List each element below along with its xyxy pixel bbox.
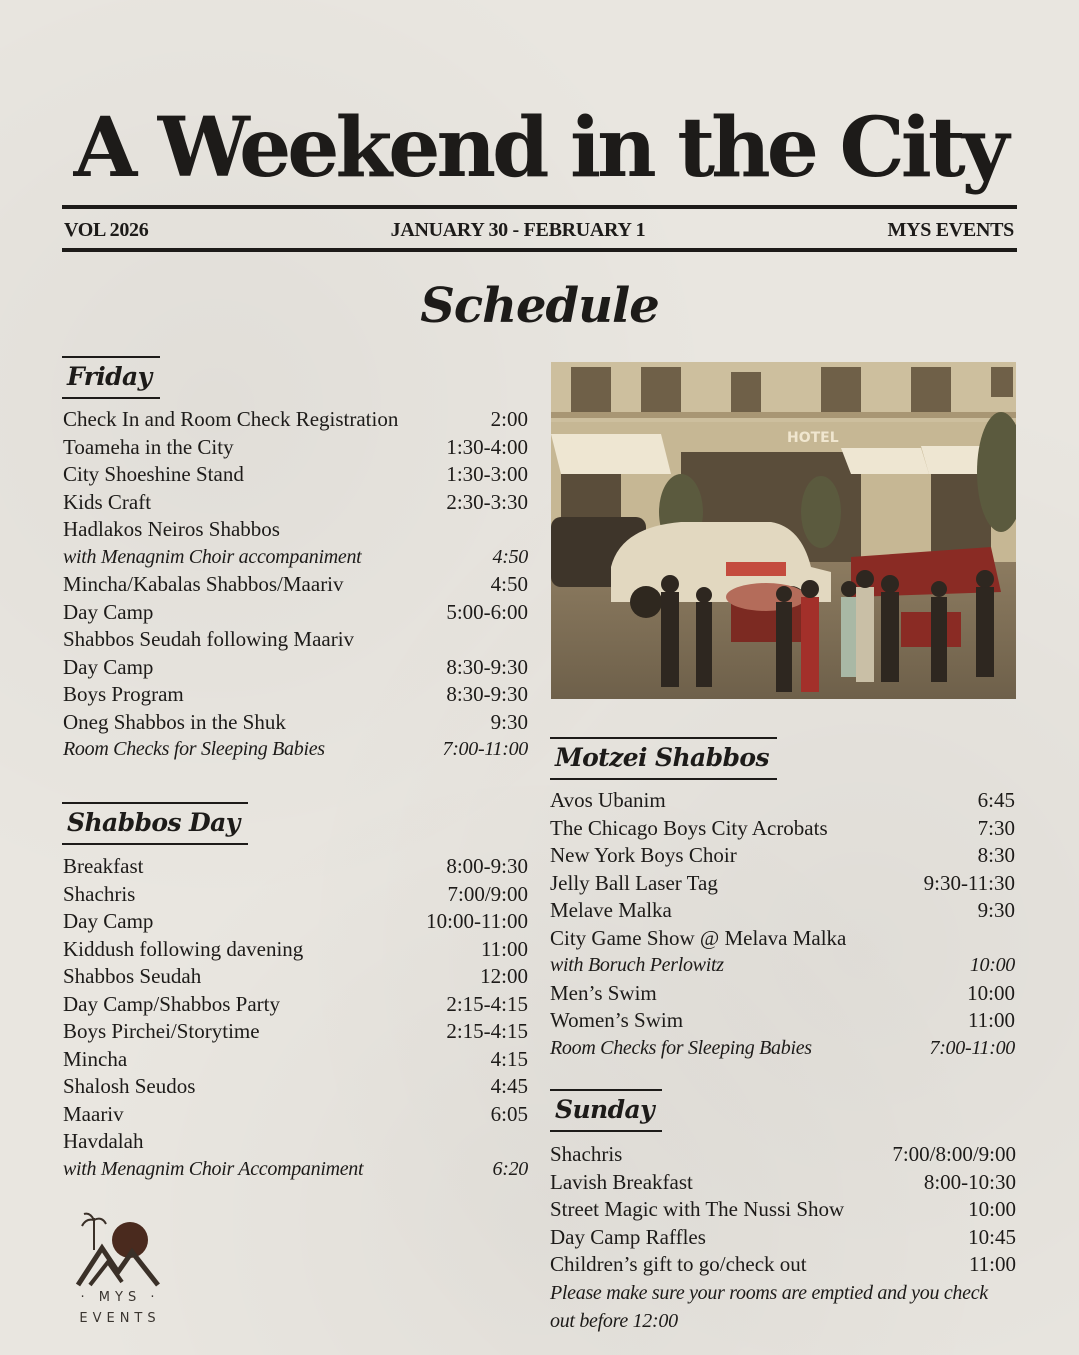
schedule-row bbox=[550, 1251, 1016, 1279]
masthead-rule-bottom bbox=[62, 248, 1017, 252]
event-time: 11:00 bbox=[968, 1252, 1016, 1276]
schedule-row bbox=[550, 870, 1015, 898]
event-label: Kiddush following davening bbox=[63, 936, 304, 961]
event-time: 1:30-3:00 bbox=[446, 462, 528, 486]
event-time: 4:15 bbox=[490, 1046, 528, 1071]
event-time: 7:00/9:00 bbox=[447, 881, 528, 906]
sunday-schedule bbox=[550, 1141, 1016, 1279]
logo-text-mys: · MYS · bbox=[80, 1290, 160, 1305]
event-label: City Game Show @ Melava Malka bbox=[550, 925, 847, 950]
event-time: 5:00-6:00 bbox=[446, 599, 528, 624]
schedule-row bbox=[550, 842, 1015, 870]
event-label: Boys Pirchei/Storytime bbox=[63, 1019, 260, 1043]
event-label: Mincha bbox=[63, 1046, 128, 1071]
schedule-row bbox=[63, 881, 528, 909]
event-time: 2:00 bbox=[490, 407, 528, 431]
event-time: 9:30 bbox=[490, 709, 528, 734]
event-time: 11:00 bbox=[480, 936, 528, 961]
friday-schedule bbox=[63, 406, 528, 764]
event-label: Avos Ubanim bbox=[550, 788, 666, 812]
event-label: Toameha in the City bbox=[63, 434, 234, 459]
event-label: Day Camp bbox=[63, 654, 154, 679]
event-time: 10:00 bbox=[968, 1197, 1016, 1221]
schedule-row bbox=[550, 897, 1015, 925]
event-label: Day Camp/Shabbos Party bbox=[63, 991, 280, 1016]
event-time: 8:00-10:30 bbox=[923, 1169, 1016, 1194]
event-label: with Menagnim Choir Accompaniment bbox=[63, 1157, 364, 1180]
event-label: Oneg Shabbos in the Shuk bbox=[63, 709, 286, 734]
event-time: 4:50 bbox=[490, 572, 528, 596]
schedule-row bbox=[63, 1018, 528, 1046]
event-label: Melave Malka bbox=[550, 898, 672, 922]
schedule-row bbox=[550, 980, 1015, 1008]
event-label: Children’s gift to go/check out bbox=[550, 1252, 807, 1276]
event-time: 10:00 bbox=[969, 954, 1015, 976]
schedule-row bbox=[550, 952, 1015, 980]
masthead-rule-top bbox=[62, 205, 1017, 209]
organizer-label: MYS EVENTS bbox=[887, 218, 1014, 241]
schedule-row bbox=[63, 1101, 528, 1129]
event-label: Street Magic with The Nussi Show bbox=[550, 1197, 845, 1221]
motzei-shabbos-heading: Motzei Shabbos bbox=[550, 737, 777, 780]
event-label: Boys Program bbox=[63, 682, 184, 706]
event-label: Lavish Breakfast bbox=[550, 1169, 693, 1194]
event-label: Hadlakos Neiros Shabbos bbox=[63, 517, 280, 541]
event-time: 7:00-11:00 bbox=[929, 1036, 1015, 1059]
event-label: Room Checks for Sleeping Babies bbox=[550, 1036, 812, 1059]
event-label: Shachris bbox=[550, 1142, 623, 1166]
shabbos-day-heading: Shabbos Day bbox=[62, 802, 248, 845]
schedule-row bbox=[63, 853, 528, 881]
hotel-street-photo bbox=[551, 362, 1016, 699]
event-label: Day Camp Raffles bbox=[550, 1224, 706, 1249]
schedule-row bbox=[63, 626, 528, 654]
event-label: New York Boys Choir bbox=[550, 843, 737, 867]
event-label: Women’s Swim bbox=[550, 1008, 684, 1032]
schedule-row bbox=[550, 815, 1015, 843]
schedule-row bbox=[550, 1141, 1016, 1169]
sunday-heading: Sunday bbox=[550, 1089, 662, 1132]
event-label: Shabbos Seudah following Maariv bbox=[63, 627, 355, 651]
event-label: Breakfast bbox=[63, 854, 144, 878]
event-time: 4:50 bbox=[492, 545, 528, 568]
schedule-row bbox=[550, 925, 1015, 953]
event-time: 7:00-11:00 bbox=[442, 738, 528, 760]
event-time: 9:30 bbox=[977, 898, 1015, 922]
schedule-row bbox=[63, 434, 528, 462]
event-time: 2:30-3:30 bbox=[446, 489, 528, 514]
logo-text-events: EVENTS bbox=[79, 1311, 161, 1326]
schedule-row bbox=[63, 681, 528, 709]
event-label: The Chicago Boys City Acrobats bbox=[550, 815, 828, 840]
event-label: Havdalah bbox=[63, 1129, 144, 1153]
schedule-row bbox=[63, 599, 528, 627]
event-time: 1:30-4:00 bbox=[446, 434, 528, 459]
schedule-row bbox=[550, 1196, 1016, 1224]
event-time: 7:00/8:00/9:00 bbox=[892, 1142, 1016, 1166]
schedule-row bbox=[63, 654, 528, 682]
event-label: Men’s Swim bbox=[550, 980, 657, 1005]
event-time: 10:45 bbox=[968, 1224, 1016, 1249]
friday-heading: Friday bbox=[62, 356, 160, 399]
schedule-row bbox=[63, 709, 528, 737]
volume-label: VOL 2026 bbox=[64, 218, 149, 241]
schedule-row bbox=[63, 1073, 528, 1101]
event-label: Shalosh Seudos bbox=[63, 1074, 196, 1098]
schedule-row bbox=[63, 461, 528, 489]
event-time: 11:00 bbox=[967, 1008, 1015, 1032]
schedule-row bbox=[63, 1156, 528, 1184]
shabbos-day-schedule bbox=[63, 853, 528, 1183]
schedule-row bbox=[63, 571, 528, 599]
event-label: City Shoeshine Stand bbox=[63, 462, 244, 486]
event-time: 6:45 bbox=[977, 788, 1015, 812]
event-label: Shachris bbox=[63, 881, 136, 906]
schedule-row bbox=[550, 1169, 1016, 1197]
motzei-shabbos-schedule bbox=[550, 787, 1015, 1062]
schedule-row bbox=[63, 516, 528, 544]
schedule-row bbox=[63, 736, 528, 764]
event-label: Check In and Room Check Registration bbox=[63, 407, 399, 431]
event-label: with Boruch Perlowitz bbox=[550, 954, 724, 976]
schedule-row bbox=[63, 963, 528, 991]
event-time: 4:45 bbox=[490, 1074, 528, 1098]
event-label: Day Camp bbox=[63, 599, 154, 624]
schedule-row bbox=[63, 936, 528, 964]
event-time: 10:00 bbox=[967, 980, 1015, 1005]
event-time: 8:00-9:30 bbox=[446, 854, 528, 878]
event-time: 2:15-4:15 bbox=[446, 991, 528, 1016]
schedule-row bbox=[63, 1128, 528, 1156]
schedule-row bbox=[63, 489, 528, 517]
event-time: 8:30 bbox=[977, 843, 1015, 867]
event-time: 6:05 bbox=[490, 1101, 528, 1126]
checkout-note: Please make sure your rooms are emptied and you check out before 12:00 bbox=[550, 1282, 988, 1332]
event-label: Room Checks for Sleeping Babies bbox=[63, 738, 325, 760]
schedule-row bbox=[63, 544, 528, 572]
event-label: Mincha/Kabalas Shabbos/Maariv bbox=[63, 572, 344, 596]
schedule-row bbox=[550, 1007, 1015, 1035]
event-time: 12:00 bbox=[480, 964, 528, 988]
event-time: 7:30 bbox=[977, 815, 1015, 840]
dates-label: JANUARY 30 - FEBRUARY 1 bbox=[390, 218, 646, 241]
schedule-row bbox=[550, 1035, 1015, 1063]
event-time: 2:15-4:15 bbox=[446, 1019, 528, 1043]
schedule-row bbox=[550, 787, 1015, 815]
hotel-street-illustration bbox=[551, 362, 1016, 699]
schedule-row bbox=[550, 1224, 1016, 1252]
event-label: Day Camp bbox=[63, 909, 154, 933]
hotel-sign-text: HOTEL bbox=[787, 430, 839, 446]
schedule-title: Schedule bbox=[420, 278, 659, 334]
schedule-row bbox=[63, 406, 528, 434]
schedule-row bbox=[63, 908, 528, 936]
masthead-meta-bar bbox=[64, 216, 1014, 244]
schedule-row bbox=[63, 991, 528, 1019]
event-time: 6:20 bbox=[492, 1157, 528, 1180]
schedule-row bbox=[63, 1046, 528, 1074]
event-label: Maariv bbox=[63, 1101, 124, 1126]
event-time: 9:30-11:30 bbox=[923, 870, 1015, 895]
event-label: Shabbos Seudah bbox=[63, 964, 202, 988]
event-time: 8:30-9:30 bbox=[446, 682, 528, 706]
masthead-title: A Weekend in the City bbox=[73, 100, 1006, 196]
event-time: 10:00-11:00 bbox=[426, 909, 528, 933]
event-label: Kids Craft bbox=[63, 489, 152, 514]
event-time: 8:30-9:30 bbox=[446, 654, 528, 679]
event-label: with Menagnim Choir accompaniment bbox=[63, 545, 362, 568]
event-label: Jelly Ball Laser Tag bbox=[550, 870, 718, 895]
